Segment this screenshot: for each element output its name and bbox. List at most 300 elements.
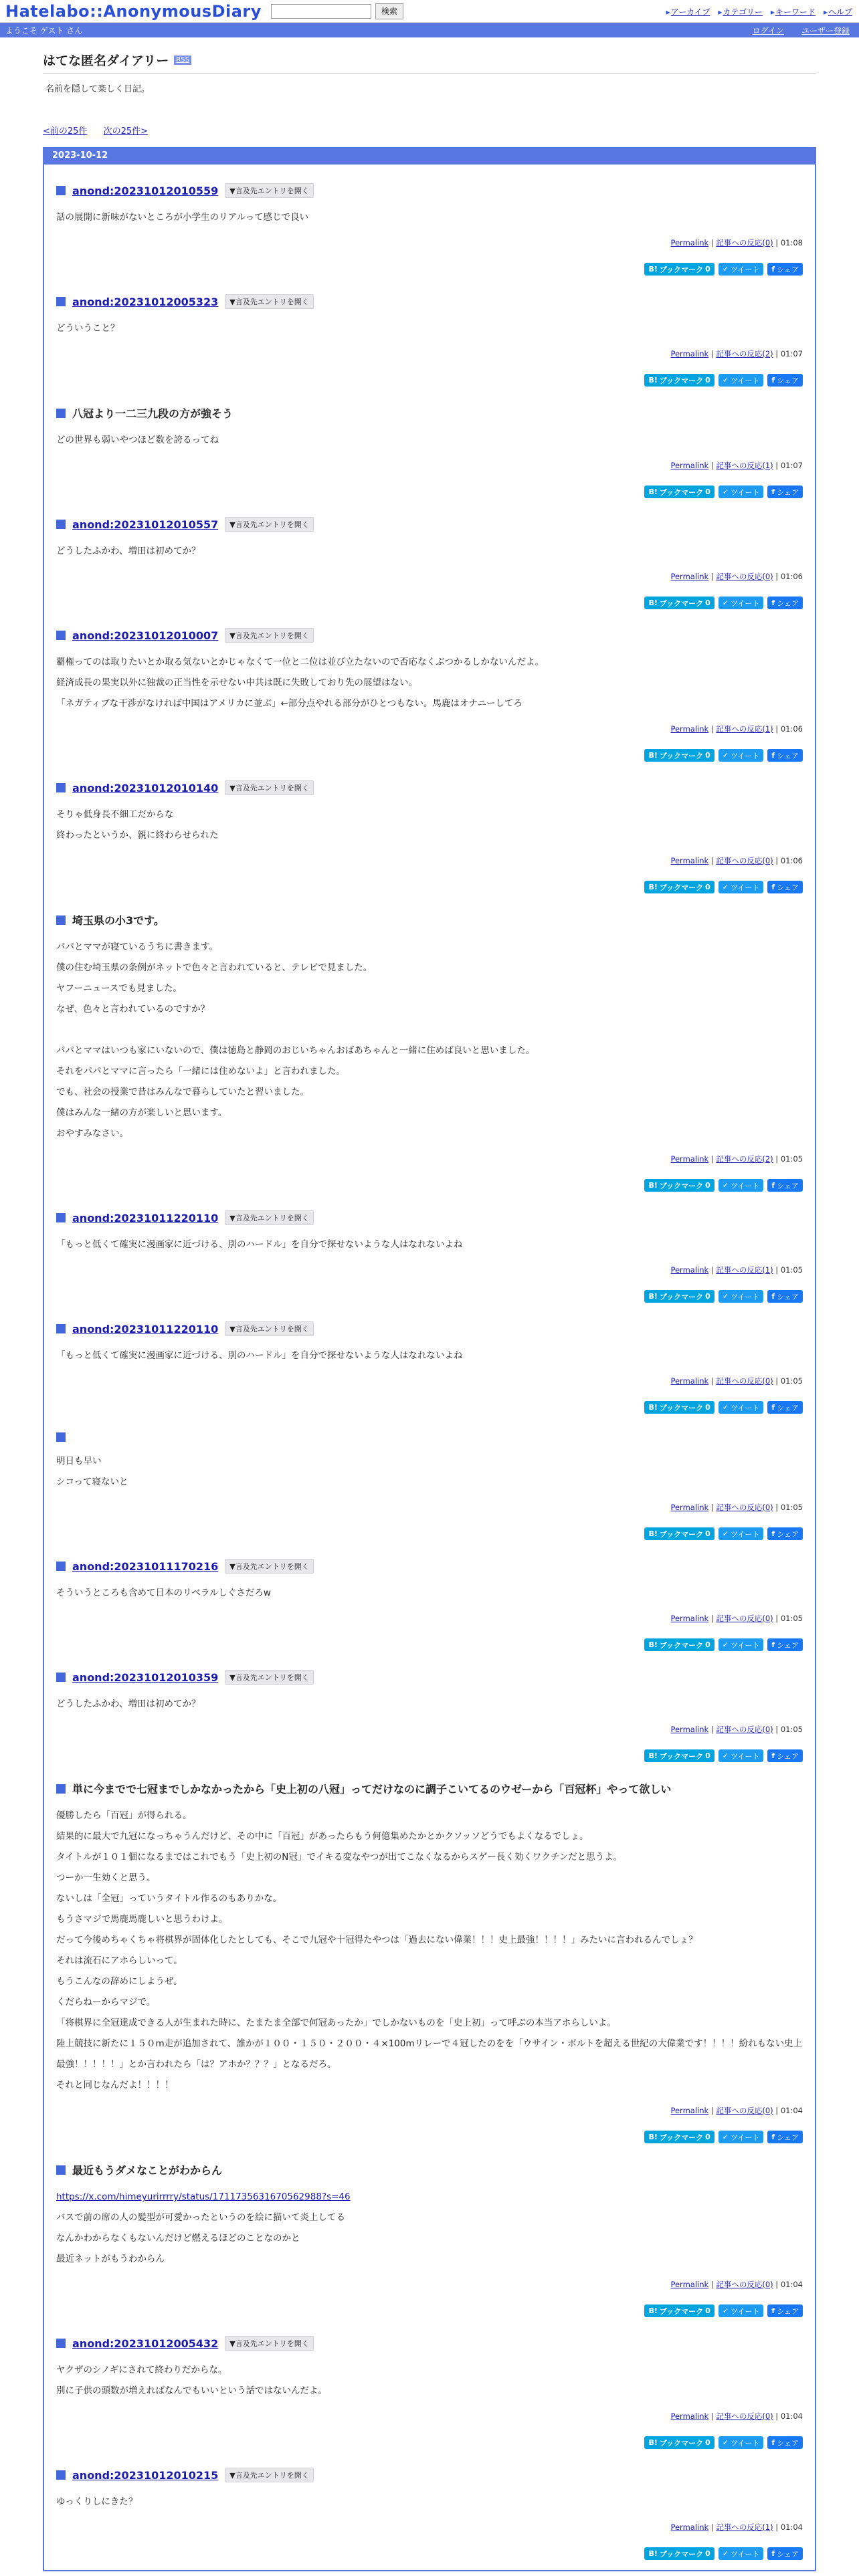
- reactions-count: (0): [762, 238, 773, 247]
- entry-meta: Permalink | 記事への反応(2) | 01:05: [670, 1154, 803, 1164]
- twitter-bird-icon: ✓: [722, 376, 729, 385]
- entry: [56, 1414, 803, 1540]
- facebook-share-button[interactable]: [767, 749, 803, 762]
- tweet-label: ツイート: [730, 488, 760, 497]
- entry-title: [56, 517, 803, 532]
- entry-title: [56, 183, 803, 198]
- reactions-link[interactable]: [716, 1265, 773, 1275]
- entry-body-line: だって今後めちゃくちゃ将棋界が固体化したとしても、そこで九冠や十冠得たやつは「過去にない偉業！！！史上最強！！！！」みたいに言われるんでしょ？: [56, 1935, 698, 1945]
- open-referenced-entry-button[interactable]: [225, 780, 313, 795]
- entry-title: [56, 1559, 803, 1574]
- entry-title-link[interactable]: anond:20231012010559: [72, 184, 219, 197]
- tweet-button[interactable]: [719, 2304, 764, 2317]
- bookmark-count: 0: [705, 883, 710, 891]
- hatena-bookmark-icon: B!: [648, 2306, 658, 2315]
- open-referenced-entry-button[interactable]: [225, 2336, 313, 2351]
- entry: [56, 2143, 803, 2317]
- permalink-link[interactable]: Permalink: [670, 2411, 709, 2421]
- tweet-button[interactable]: [719, 1179, 764, 1192]
- entry-body-line: 話の展開に新味がないところが小学生のリアルって感じで良い: [56, 212, 309, 223]
- entry-list: [44, 165, 815, 2560]
- permalink-link[interactable]: Permalink: [670, 461, 709, 470]
- entry-marker-icon: [56, 1673, 66, 1682]
- facebook-icon: f: [771, 1181, 775, 1190]
- entry-title-text: 埼玉県の小3です。: [72, 914, 165, 927]
- entry-title-link[interactable]: anond:20231012010557: [72, 518, 219, 531]
- entry-marker-icon: [56, 409, 66, 418]
- bookmark-count: 0: [705, 265, 710, 274]
- entry-meta: Permalink | 記事への反応(0) | 01:04: [670, 2411, 803, 2421]
- prev-page-link[interactable]: <前の25件: [43, 126, 88, 136]
- triangle-down-icon: ▼: [229, 2339, 235, 2348]
- facebook-share-button[interactable]: [767, 374, 803, 387]
- facebook-share-button[interactable]: [767, 1749, 803, 1762]
- entry-meta: Permalink | 記事への反応(1) | 01:07: [670, 461, 803, 470]
- top-nav: [666, 6, 852, 17]
- entry-body-link-line: [56, 2187, 803, 2208]
- tweet-button[interactable]: [719, 2131, 764, 2143]
- ref-button-label: 言及先エントリを開く: [235, 631, 309, 640]
- permalink-link[interactable]: Permalink: [670, 238, 709, 247]
- tweet-button[interactable]: [719, 486, 764, 498]
- facebook-share-button[interactable]: [767, 597, 803, 609]
- share-buttons: [56, 1401, 803, 1414]
- entry-title-link[interactable]: anond:20231012010359: [72, 1671, 219, 1684]
- twitter-bird-icon: ✓: [722, 2438, 729, 2447]
- share-buttons: [56, 1527, 803, 1540]
- entry: [56, 1192, 803, 1303]
- ref-button-label: 言及先エントリを開く: [235, 2339, 309, 2348]
- open-referenced-entry-button[interactable]: [225, 517, 313, 532]
- entry: [56, 1540, 803, 1651]
- tweet-button[interactable]: [719, 749, 764, 762]
- reactions-label: 記事への反応: [716, 349, 763, 358]
- hatena-bookmark-button[interactable]: [644, 1290, 714, 1303]
- hatena-bookmark-button[interactable]: [644, 2304, 714, 2317]
- reactions-link[interactable]: [716, 1503, 773, 1512]
- bookmark-count: 0: [705, 2133, 710, 2141]
- entry-body-line: 陸上競技に新たに１５０m走が追加されて、誰かが１００・１５０・２００・４×100mリレーで４冠したのをを「ウサイン・ボルトを超える世紀の大偉業です！！！！紛れもない史上最強！！！！！」とか言われたら「は？アホか？？？」となるだろ。: [56, 2038, 803, 2070]
- ref-button-label: 言及先エントリを開く: [235, 1673, 309, 1682]
- entry-title-link[interactable]: anond:20231011170216: [72, 1560, 219, 1573]
- entry-title-link[interactable]: anond:20231012005323: [72, 295, 219, 308]
- search-form: [271, 3, 403, 19]
- entry: [56, 1762, 803, 2143]
- tweet-button[interactable]: [719, 1638, 764, 1651]
- search-input[interactable]: [271, 4, 371, 19]
- facebook-share-button[interactable]: [767, 486, 803, 498]
- next-page-link[interactable]: 次の25件>: [103, 126, 149, 136]
- entry-body: [56, 1451, 803, 1493]
- bookmark-label: ブックマーク: [659, 2438, 704, 2448]
- entry-body: [56, 207, 803, 228]
- open-referenced-entry-button[interactable]: [225, 1670, 313, 1685]
- entry-marker-icon: [56, 631, 66, 640]
- entry-body-line: 別に子供の頭数が増えればなんでもいいという話ではないんだよ。: [56, 2385, 327, 2396]
- hatena-bookmark-button[interactable]: [644, 1749, 714, 1762]
- permalink-link[interactable]: Permalink: [670, 572, 709, 581]
- share-buttons: [56, 2131, 803, 2143]
- entry-body: [56, 1806, 803, 2096]
- entry-title-link[interactable]: anond:20231011220110: [72, 1322, 219, 1335]
- reactions-link[interactable]: [716, 238, 773, 247]
- share-buttons: [56, 597, 803, 609]
- hatena-bookmark-button[interactable]: [644, 749, 714, 762]
- bookmark-count: 0: [705, 2306, 710, 2315]
- share-buttons: [56, 2547, 803, 2560]
- entry-body-line: つーか一生効くと思う。: [56, 1872, 156, 1883]
- entry-body-line: タイトルが１０１個になるまではこれでもう「史上初のN冠」でイキる変なやつが出てこなくなるからスゲー長く効くワクチンだと思うよ。: [56, 1852, 623, 1862]
- hatena-bookmark-button[interactable]: [644, 881, 714, 893]
- entry-time: 01:04: [780, 2523, 803, 2532]
- entry-body-line: もうさマジで馬鹿馬鹿しいと思うわけよ。: [56, 1914, 228, 1925]
- entry-body: [56, 652, 803, 714]
- entry-marker-icon: [56, 186, 66, 195]
- bookmark-count: 0: [705, 488, 710, 496]
- facebook-share-button[interactable]: [767, 1290, 803, 1303]
- entry-title: [56, 1432, 803, 1442]
- site-header: [43, 37, 816, 136]
- entry-time: 01:08: [780, 238, 803, 247]
- entry-body-line: パパとママが寝ているうちに書きます。: [56, 942, 218, 952]
- top-bar: [0, 0, 859, 23]
- reactions-count: (0): [762, 1725, 773, 1734]
- permalink-link[interactable]: Permalink: [670, 349, 709, 358]
- permalink-link[interactable]: Permalink: [670, 2523, 709, 2532]
- tweet-button[interactable]: [719, 1527, 764, 1540]
- open-referenced-entry-button[interactable]: [225, 1559, 313, 1574]
- hatena-bookmark-button[interactable]: [644, 2547, 714, 2560]
- tweet-label: ツイート: [730, 1640, 760, 1650]
- tweet-label: ツイート: [730, 1181, 760, 1190]
- facebook-icon: f: [771, 1529, 775, 1538]
- hatena-bookmark-button[interactable]: [644, 2131, 714, 2143]
- tweet-label: ツイート: [730, 1292, 760, 1301]
- entry-body: [56, 1346, 803, 1366]
- reactions-count: (0): [762, 1376, 773, 1386]
- tweet-button[interactable]: [719, 374, 764, 387]
- permalink-link[interactable]: Permalink: [670, 1265, 709, 1275]
- triangle-down-icon: ▼: [229, 631, 235, 640]
- entry-title: [56, 405, 803, 421]
- tweet-label: ツイート: [730, 2438, 760, 2448]
- entry-body: [56, 1583, 803, 1604]
- permalink-link[interactable]: Permalink: [670, 1614, 709, 1623]
- open-referenced-entry-button[interactable]: [225, 2468, 313, 2482]
- entry: [56, 2449, 803, 2560]
- share-label: シェア: [777, 1403, 799, 1412]
- twitter-bird-icon: ✓: [722, 1640, 729, 1649]
- entry-marker-icon: [56, 2339, 66, 2348]
- facebook-share-button[interactable]: [767, 2131, 803, 2143]
- facebook-share-button[interactable]: [767, 2304, 803, 2317]
- share-label: シェア: [777, 1751, 799, 1761]
- tweet-button[interactable]: [719, 263, 764, 276]
- entry-title-link[interactable]: anond:20231011220110: [72, 1211, 219, 1224]
- entry-meta: Permalink | 記事への反応(0) | 01:05: [670, 1725, 803, 1734]
- entry-marker-icon: [56, 2165, 66, 2175]
- reactions-label: 記事への反応: [716, 1376, 763, 1386]
- bookmark-label: ブックマーク: [659, 2306, 704, 2316]
- ref-button-label: 言及先エントリを開く: [235, 2471, 309, 2480]
- facebook-share-button[interactable]: [767, 1401, 803, 1414]
- entry-time: 01:05: [780, 1154, 803, 1164]
- search-button[interactable]: 検索: [375, 3, 403, 19]
- entry-body: [56, 1694, 803, 1715]
- entry-body: [56, 1235, 803, 1255]
- entry-title: [56, 780, 803, 795]
- reactions-count: (0): [762, 572, 773, 581]
- bookmark-label: ブックマーク: [659, 2549, 704, 2559]
- twitter-bird-icon: ✓: [722, 2549, 729, 2558]
- entry-body: [56, 2492, 803, 2512]
- entry-time: 01:04: [780, 2280, 803, 2289]
- share-label: シェア: [777, 2549, 799, 2559]
- bookmark-label: ブックマーク: [659, 1403, 704, 1412]
- entry-title-link[interactable]: anond:20231012005432: [72, 2337, 219, 2350]
- reactions-label: 記事への反応: [716, 2411, 763, 2421]
- reactions-label: 記事への反応: [716, 238, 763, 247]
- hatena-bookmark-icon: B!: [648, 1751, 658, 1760]
- hatena-bookmark-button[interactable]: [644, 1638, 714, 1651]
- entry-meta: Permalink | 記事への反応(1) | 01:06: [670, 724, 803, 734]
- triangle-down-icon: ▼: [229, 187, 235, 195]
- nav-category-link[interactable]: ▸ カテゴリー: [718, 6, 763, 17]
- reactions-count: (1): [762, 724, 773, 734]
- entry-body-line: それをパパとママに言ったら「一緒には住めないよ」と言われました。: [56, 1066, 345, 1077]
- entry-title-link[interactable]: anond:20231012010215: [72, 2468, 219, 2482]
- reactions-link[interactable]: [716, 2523, 773, 2532]
- share-label: シェア: [777, 751, 799, 760]
- entry-body-line: ヤクザのシノギにされて終わりだからな。: [56, 2365, 227, 2375]
- entry-body-line: どうしたふかわ、増田は初めてか？: [56, 1699, 201, 1709]
- facebook-share-button[interactable]: [767, 2547, 803, 2560]
- bookmark-count: 0: [705, 376, 710, 385]
- reactions-link[interactable]: [716, 1614, 773, 1623]
- entry-time: 01:05: [780, 1376, 803, 1386]
- bookmark-count: 0: [705, 599, 710, 607]
- user-bar: [0, 23, 859, 37]
- entry-body-line: でも、社会の授業で昔はみんなで暮らしていたと習いました。: [56, 1087, 309, 1097]
- tweet-label: ツイート: [730, 376, 760, 385]
- facebook-icon: f: [771, 1751, 775, 1760]
- nav-help-link[interactable]: ▸ ヘルプ: [824, 6, 852, 17]
- reactions-label: 記事への反応: [716, 1614, 763, 1623]
- entry: [56, 893, 803, 1192]
- entry-title: [56, 912, 803, 928]
- facebook-icon: f: [771, 376, 775, 385]
- site-title: はてな匿名ダイアリー: [43, 53, 169, 68]
- reactions-link[interactable]: [716, 856, 773, 865]
- entry-body-line: そりゃ低身長不細工だからな: [56, 809, 174, 820]
- entry-meta: Permalink | 記事への反応(0) | 01:04: [670, 2280, 803, 2289]
- nav-archive-link[interactable]: ▸ アーカイブ: [666, 6, 710, 17]
- entry-body-line: どういうこと？: [56, 323, 120, 334]
- hatena-bookmark-button[interactable]: [644, 374, 714, 387]
- reactions-link[interactable]: [716, 2411, 773, 2421]
- facebook-icon: f: [771, 751, 775, 760]
- bookmark-label: ブックマーク: [659, 883, 704, 892]
- reactions-count: (1): [762, 461, 773, 470]
- day-date: 2023-10-12: [44, 147, 815, 165]
- bookmark-label: ブックマーク: [659, 1640, 704, 1650]
- entry-body-line: それと同じなんだよ！！！！: [56, 2080, 174, 2090]
- reactions-label: 記事への反応: [716, 724, 763, 734]
- bookmark-label: ブックマーク: [659, 751, 704, 760]
- entry-title-text: 八冠より一二三九段の方が強そう: [72, 407, 233, 420]
- facebook-share-button[interactable]: [767, 263, 803, 276]
- entry-body-line: もうこんなの辞めにしようぜ。: [56, 1976, 183, 1987]
- share-buttons: [56, 1179, 803, 1192]
- reactions-link[interactable]: [716, 572, 773, 581]
- bookmark-count: 0: [705, 1529, 710, 1538]
- share-label: シェア: [777, 599, 799, 608]
- entry-time: 01:05: [780, 1725, 803, 1734]
- entry-marker-icon: [56, 1562, 66, 1571]
- tweet-button[interactable]: [719, 597, 764, 609]
- hatena-bookmark-button[interactable]: [644, 1179, 714, 1192]
- entry-body-line: パパとママはいつも家にいないので、僕は徳島と静岡のおじいちゃんおばあちゃんと一緒に住めば良いと思いました。: [56, 1045, 535, 1056]
- ref-button-label: 言及先エントリを開く: [235, 298, 309, 306]
- reactions-link[interactable]: [716, 1376, 773, 1386]
- entry-meta: Permalink | 記事への反応(1) | 01:04: [670, 2523, 803, 2532]
- hatena-bookmark-icon: B!: [648, 265, 658, 274]
- reactions-link[interactable]: [716, 2106, 773, 2115]
- permalink-link[interactable]: Permalink: [670, 1376, 709, 1386]
- login-link[interactable]: ログイン: [752, 26, 784, 35]
- hatena-bookmark-icon: B!: [648, 751, 658, 760]
- hatena-bookmark-button[interactable]: [644, 1527, 714, 1540]
- open-referenced-entry-button[interactable]: [225, 294, 313, 309]
- share-label: シェア: [777, 265, 799, 274]
- ref-button-label: 言及先エントリを開く: [235, 1214, 309, 1222]
- tweet-button[interactable]: [719, 881, 764, 893]
- facebook-share-button[interactable]: [767, 1179, 803, 1192]
- twitter-bird-icon: ✓: [722, 2306, 729, 2315]
- tweet-button[interactable]: [719, 2547, 764, 2560]
- permalink-link[interactable]: Permalink: [670, 2280, 709, 2289]
- entry: [56, 276, 803, 387]
- share-buttons: [56, 2304, 803, 2317]
- pager: [43, 124, 816, 136]
- entry-body-line: ゆっくりしにきた？: [56, 2496, 138, 2507]
- entry-body: [56, 318, 803, 339]
- site-logo[interactable]: Hatelabo::AnonymousDiary: [5, 1, 262, 21]
- open-referenced-entry-button[interactable]: [225, 183, 313, 198]
- reactions-link[interactable]: [716, 724, 773, 734]
- facebook-share-button[interactable]: [767, 1527, 803, 1540]
- nav-keyword-link[interactable]: ▸ キーワード: [771, 6, 816, 17]
- hatena-bookmark-icon: B!: [648, 599, 658, 607]
- bookmark-count: 0: [705, 1751, 710, 1760]
- facebook-icon: f: [771, 265, 775, 274]
- entry-body-line: バスで前の席の人の髪型が可愛かったというのを絵に描いて炎上してる: [56, 2212, 345, 2223]
- tweet-label: ツイート: [730, 751, 760, 760]
- reactions-count: (0): [762, 2280, 773, 2289]
- entry-title-link[interactable]: anond:20231012010007: [72, 629, 219, 642]
- reactions-count: (2): [762, 1154, 773, 1164]
- share-buttons: [56, 1290, 803, 1303]
- facebook-share-button[interactable]: [767, 1638, 803, 1651]
- permalink-link[interactable]: Permalink: [670, 724, 709, 734]
- permalink-link[interactable]: Permalink: [670, 2106, 709, 2115]
- triangle-down-icon: ▼: [229, 1325, 235, 1333]
- permalink-link[interactable]: Permalink: [670, 1503, 709, 1512]
- bookmark-count: 0: [705, 2549, 710, 2558]
- rss-link[interactable]: RSS: [174, 56, 191, 65]
- bookmark-count: 0: [705, 1640, 710, 1649]
- entry-title: [56, 1321, 803, 1336]
- bookmark-count: 0: [705, 1403, 710, 1412]
- open-referenced-entry-button[interactable]: [225, 1321, 313, 1336]
- twitter-bird-icon: ✓: [722, 2133, 729, 2141]
- share-buttons: [56, 263, 803, 276]
- tweet-button[interactable]: [719, 2436, 764, 2449]
- open-referenced-entry-button[interactable]: [225, 628, 313, 643]
- hatena-bookmark-button[interactable]: [644, 1401, 714, 1414]
- open-referenced-entry-button[interactable]: [225, 1210, 313, 1225]
- entry-title: [56, 294, 803, 309]
- hatena-bookmark-icon: B!: [648, 2549, 658, 2558]
- tweet-button[interactable]: [719, 1749, 764, 1762]
- reactions-label: 記事への反応: [716, 1725, 763, 1734]
- share-buttons: [56, 2436, 803, 2449]
- tweet-button[interactable]: [719, 1401, 764, 1414]
- entry-body-link[interactable]: https://x.com/himeyurirrrry/status/1711735631670562988?s=46: [56, 2191, 351, 2202]
- tweet-label: ツイート: [730, 599, 760, 608]
- permalink-link[interactable]: Permalink: [670, 856, 709, 865]
- register-link[interactable]: ユーザー登録: [801, 26, 850, 35]
- reactions-link[interactable]: [716, 1725, 773, 1734]
- entry: [56, 2317, 803, 2449]
- hatena-bookmark-button[interactable]: [644, 2436, 714, 2449]
- reactions-link[interactable]: [716, 461, 773, 470]
- triangle-down-icon: ▼: [229, 298, 235, 306]
- hatena-bookmark-button[interactable]: [644, 486, 714, 498]
- hatena-bookmark-button[interactable]: [644, 597, 714, 609]
- tweet-button[interactable]: [719, 1290, 764, 1303]
- share-buttons: [56, 1749, 803, 1762]
- entry-title: [56, 628, 803, 643]
- hatena-bookmark-button[interactable]: [644, 263, 714, 276]
- tweet-label: ツイート: [730, 1403, 760, 1412]
- reactions-link[interactable]: [716, 349, 773, 358]
- entry-marker-icon: [56, 520, 66, 529]
- entry-title-link[interactable]: anond:20231012010140: [72, 781, 219, 794]
- entry-meta: Permalink | 記事への反応(0) | 01:05: [670, 1503, 803, 1512]
- hatena-bookmark-icon: B!: [648, 1640, 658, 1649]
- reactions-link[interactable]: [716, 2280, 773, 2289]
- entry-marker-icon: [56, 1213, 66, 1222]
- entry-body-line: なぜ、色々と言われているのですか？: [56, 1004, 210, 1014]
- reactions-label: 記事への反応: [716, 2106, 763, 2115]
- entry-body: [56, 2187, 803, 2270]
- facebook-share-button[interactable]: [767, 881, 803, 893]
- entry-body: [56, 804, 803, 846]
- permalink-link[interactable]: Permalink: [670, 1725, 709, 1734]
- bookmark-label: ブックマーク: [659, 1529, 704, 1539]
- entry-body-line: 終わったというか、親に終わらせられた: [56, 830, 219, 841]
- reactions-count: (1): [762, 1265, 773, 1275]
- reactions-link[interactable]: [716, 1154, 773, 1164]
- facebook-share-button[interactable]: [767, 2436, 803, 2449]
- facebook-icon: f: [771, 1640, 775, 1649]
- day-section: [43, 147, 816, 2571]
- entry-body-line: どの世界も弱いやつほど数を誇るってね: [56, 435, 219, 445]
- facebook-icon: f: [771, 2549, 775, 2558]
- entry-body: [56, 541, 803, 562]
- permalink-link[interactable]: Permalink: [670, 1154, 709, 1164]
